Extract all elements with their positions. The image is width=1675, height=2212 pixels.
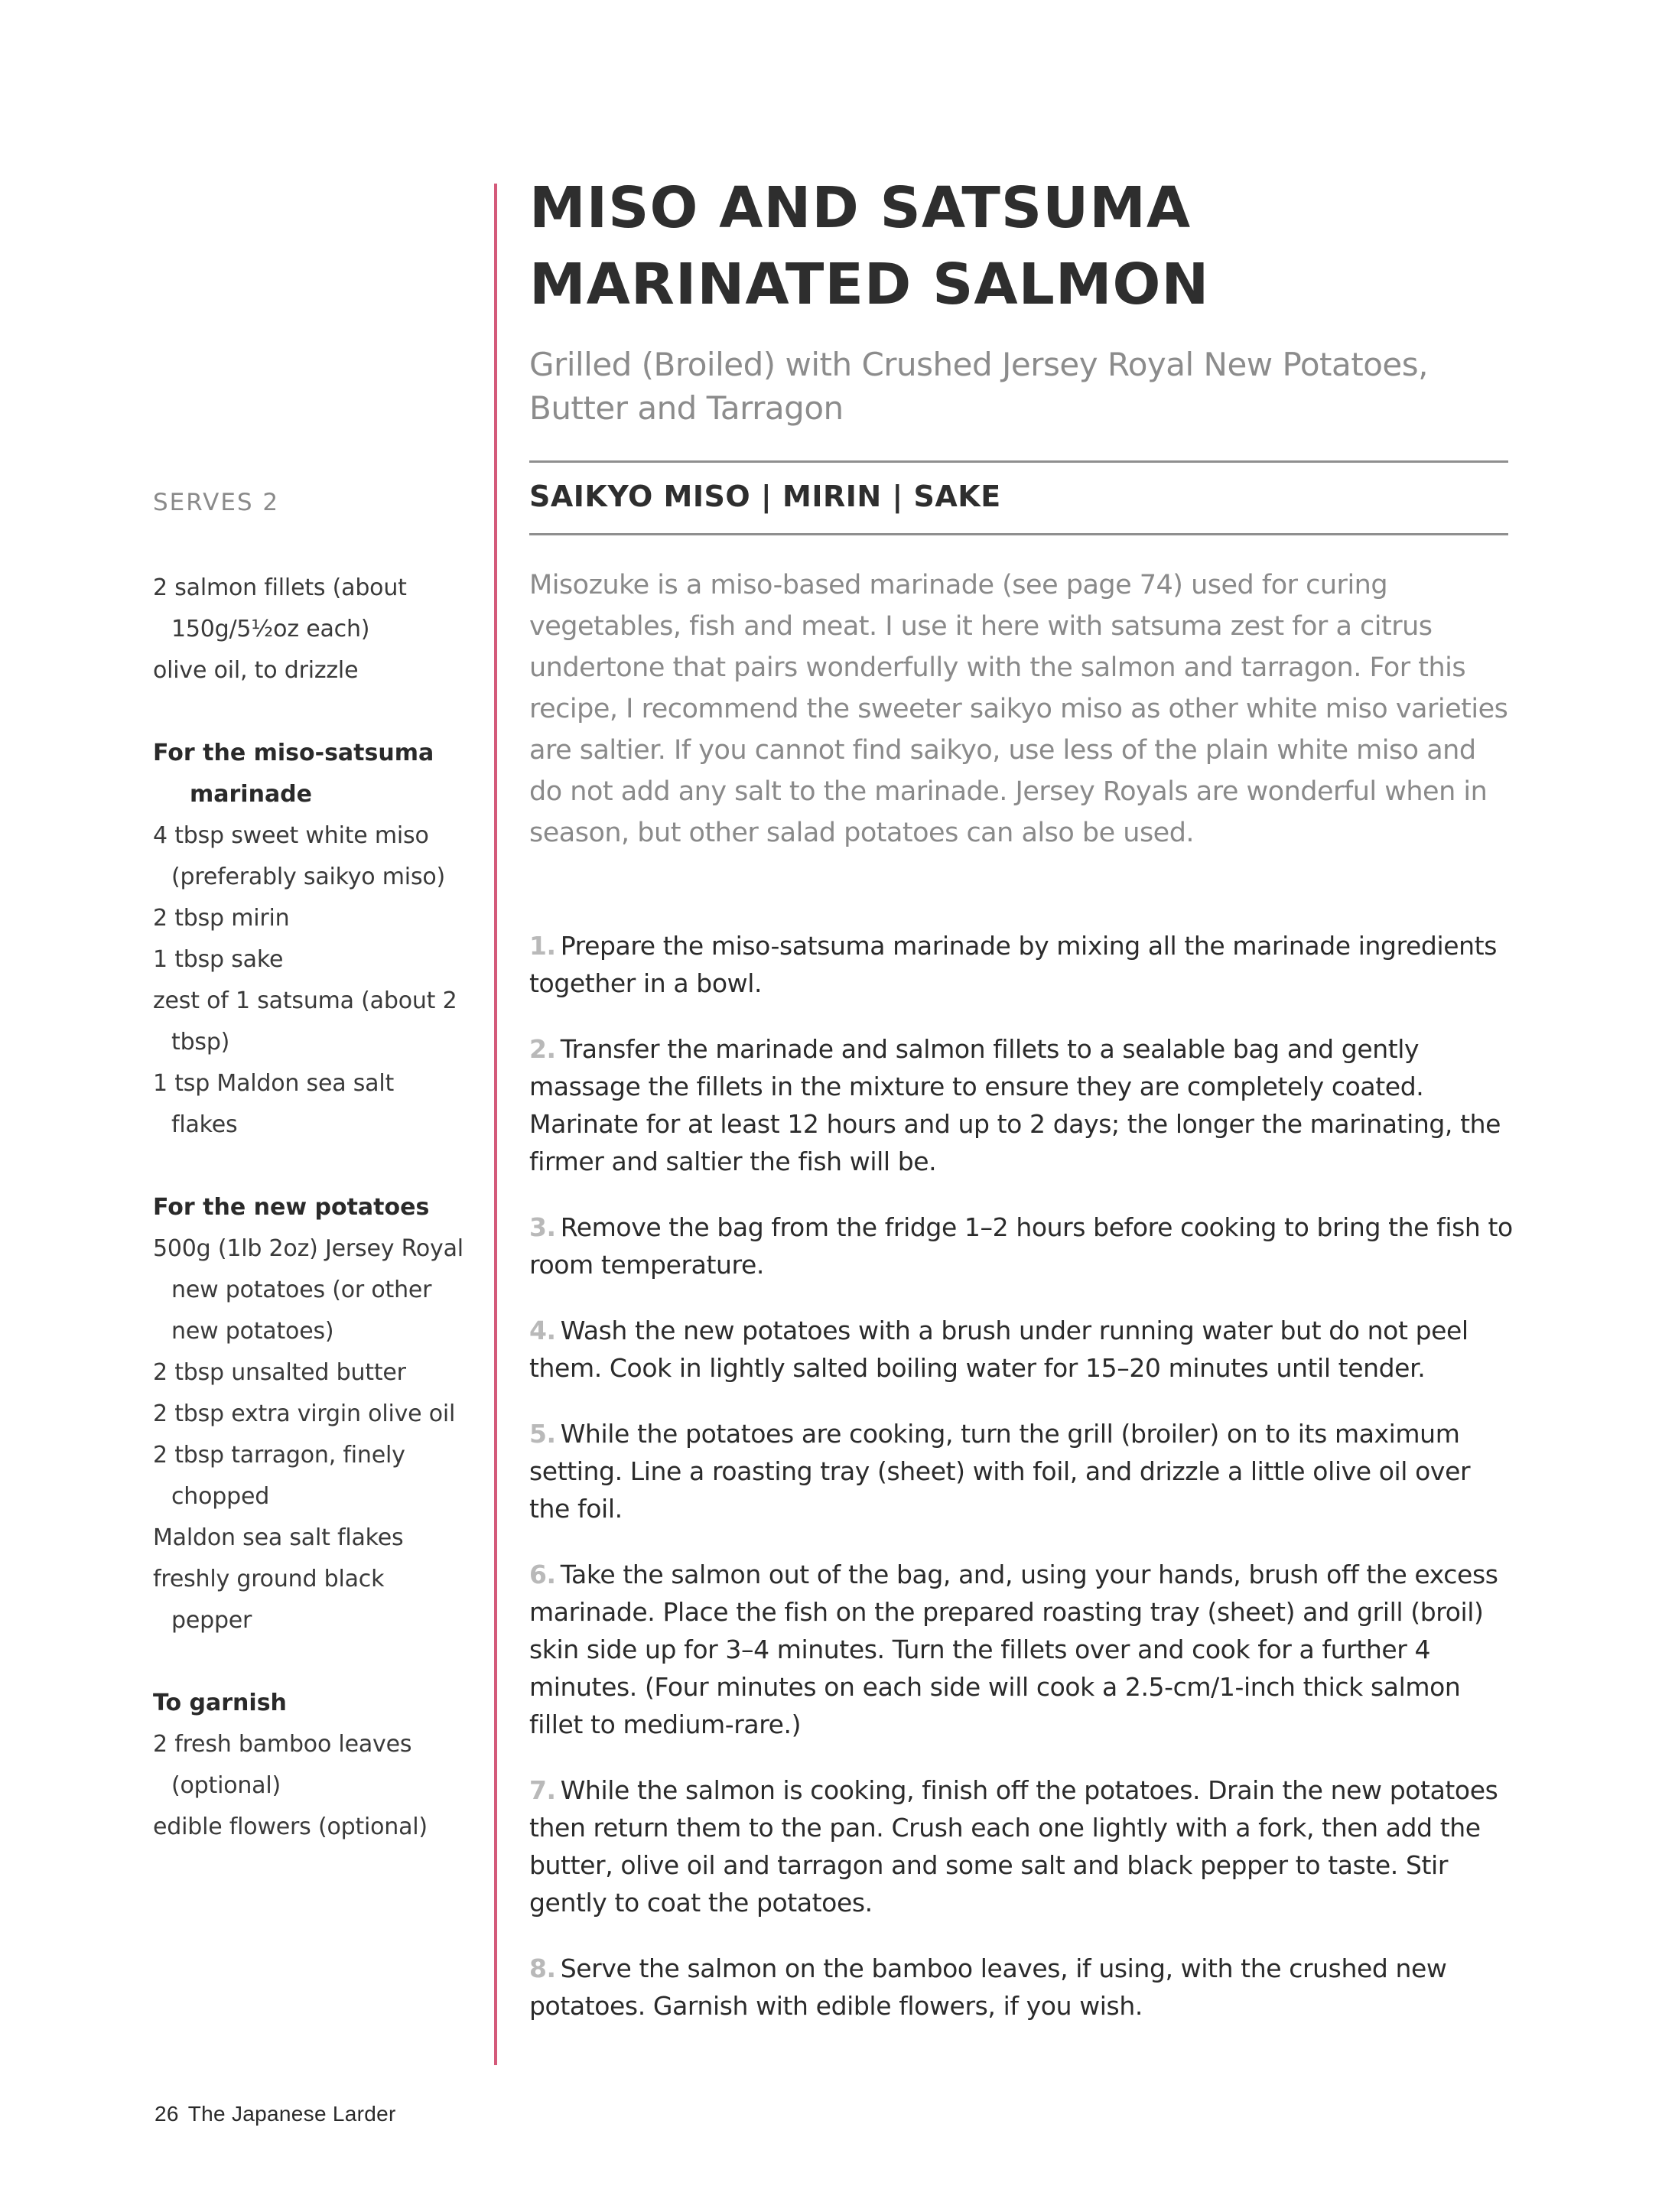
recipe-subtitle [529,343,1516,430]
ingredient-item: 2 tbsp tarragon, finely chopped [153,1442,405,1510]
step-number: 3. [529,1212,556,1242]
method-step [529,1950,1516,2025]
ingredient-group-garnish [153,1683,467,1848]
ingredient-item: 1 tsp Maldon sea salt flakes [153,1070,395,1138]
step-text: While the potatoes are cooking, turn the grill (broiler) on to its maximum setting. Line a roasting tray (sheet) with foil, and drizzle a little olive oil over the foil. [529,1419,1471,1524]
divider-rule [529,460,1508,463]
step-number: 7. [529,1775,556,1805]
ingredient-item: zest of 1 satsuma (about 2 tbsp) [153,987,457,1056]
method-step [529,1030,1516,1180]
method-steps [529,927,1516,2025]
ingredient-item: edible flowers (optional) [153,1814,428,1840]
method-step [529,1556,1516,1743]
ingredient-item: 2 tbsp mirin [153,905,290,932]
serves-label: SERVES 2 [153,489,280,516]
ingredient-group-main [153,568,467,691]
step-number: 1. [529,931,556,961]
divider-rule [529,533,1508,535]
page-footer [154,2102,396,2126]
subtitle-line-2: Butter and Tarragon [529,389,844,427]
method-step [529,1415,1516,1527]
book-title: The Japanese Larder [187,2102,396,2126]
method-step [529,1771,1516,1921]
recipe-intro: Misozuke is a miso-based marinade (see page 74) used for curing vegetables, fish and meat. I use it here with satsuma zest for a citrus undertone that pairs wonderfully with the salmon and tarragon. For this recipe, I recommend the sweeter saikyo miso as other white miso varieties are saltier. If you cannot find saikyo, use less of the plain white miso and do not add any salt to the marinade. Jersey Royals are wonderful when in season, but other salad potatoes can also be used. [529,570,1508,848]
ingredient-group-heading: For the new potatoes [153,1194,430,1221]
ingredient-item: olive oil, to drizzle [153,657,359,684]
title-line-2: MARINATED SALMON [529,252,1210,317]
step-text: Wash the new potatoes with a brush under running water but do not peel them. Cook in lightly salted boiling water for 15–20 minutes until tender. [529,1316,1468,1383]
step-text: While the salmon is cooking, finish off the potatoes. Drain the new potatoes then return them to the pan. Crush each one lightly with a fork, then add the butter, olive oil and tarragon and some salt and black pepper to taste. Stir gently to coat the potatoes. [529,1775,1498,1918]
step-number: 5. [529,1419,556,1449]
ingredient-group-potatoes [153,1187,467,1641]
ingredient-item: freshly ground black pepper [153,1566,385,1634]
key-ingredients-banner: SAIKYO MISO | MIRIN | SAKE [529,480,1001,513]
step-text: Serve the salmon on the bamboo leaves, if using, with the crushed new potatoes. Garnish with edible flowers, if you wish. [529,1953,1447,2021]
ingredient-item: 1 tbsp sake [153,946,284,973]
ingredient-item: 2 tbsp unsalted butter [153,1359,406,1386]
ingredients-column [153,482,467,1889]
ingredient-group-marinade [153,733,467,1146]
ingredient-item: 2 salmon fillets (about 150g/5½oz each) [153,574,407,642]
step-text: Transfer the marinade and salmon fillets to a sealable bag and gently massage the fillets in the mixture to ensure they are completely coated. Marinate for at least 12 hours and up to 2 days; the longer the marinating, the firmer and saltier the fish will be. [529,1034,1501,1176]
method-step [529,1312,1516,1387]
step-text: Take the salmon out of the bag, and, using your hands, brush off the excess marinade. Place the fish on the prepared roasting tray (sheet) and grill (broil) skin side up for 3–4 minutes. Turn the fillets over and cook for a further 4 minutes. (Four minutes on each side will cook a 2.5-cm/1-inch thick salmon fillet to medium-rare.) [529,1560,1498,1739]
method-step [529,1208,1516,1283]
ingredient-item: 4 tbsp sweet white miso (preferably saikyo miso) [153,822,446,890]
step-number: 4. [529,1316,556,1345]
ingredient-item: 500g (1lb 2oz) Jersey Royal new potatoes (or other new potatoes) [153,1235,463,1345]
ingredient-group-heading: For the miso-satsuma marinade [153,740,434,808]
step-number: 2. [529,1034,556,1064]
ingredient-item: 2 tbsp extra virgin olive oil [153,1400,456,1427]
ingredient-group-heading: To garnish [153,1690,287,1716]
step-text: Remove the bag from the fridge 1–2 hours before cooking to bring the fish to room temperature. [529,1212,1513,1280]
ingredient-item: 2 fresh bamboo leaves (optional) [153,1731,412,1799]
step-number: 8. [529,1953,556,1983]
recipe-column [529,170,1516,2053]
ingredient-item: Maldon sea salt flakes [153,1524,404,1551]
step-text: Prepare the miso-satsuma marinade by mixing all the marinade ingredients together in a bowl. [529,931,1497,998]
method-step [529,927,1516,1002]
title-line-1: MISO AND SATSUMA [529,175,1192,241]
subtitle-line-1: Grilled (Broiled) with Crushed Jersey Royal New Potatoes, [529,346,1428,383]
accent-divider [494,184,497,2065]
step-number: 6. [529,1560,556,1589]
page-number: 26 [154,2102,179,2126]
recipe-title [529,170,1516,323]
